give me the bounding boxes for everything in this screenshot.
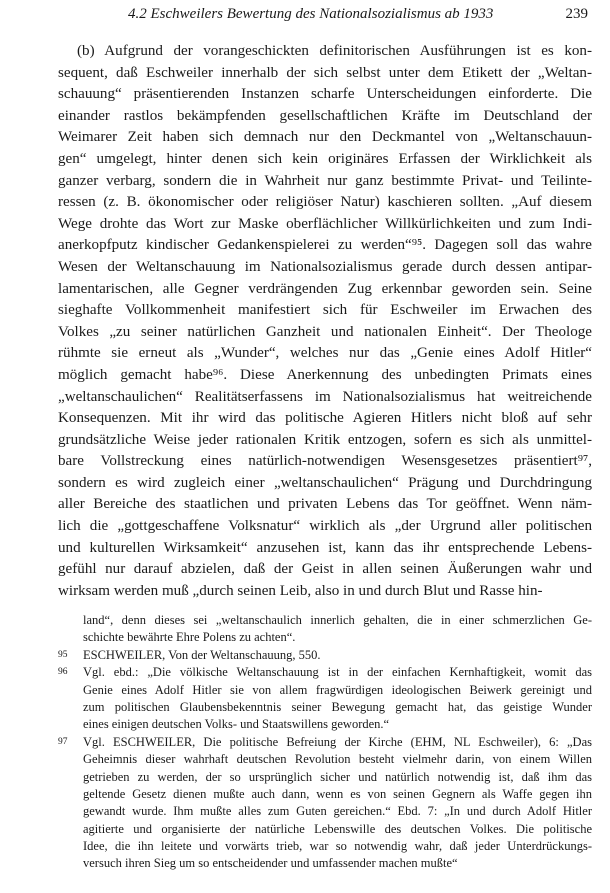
- footnote-line: Vgl. ESCHWEILER, Die politische Befreiung der Kirche (EHM, NL Eschweiler), 6: „Das: [83, 734, 592, 749]
- footnote-line: eines einigen deutschen Volks- und Staatswillens geworden.“: [83, 717, 390, 732]
- body-line: anerkopfputz kindischer Gedankenspielerei zu werden“⁹⁵. Dagegen soll das wahre: [58, 237, 592, 254]
- body-line: bare Vollstreckung eines natürlich-notwendigen Wesensgesetzes präsentiert⁹⁷,: [58, 453, 592, 470]
- page-number: 239: [565, 6, 588, 22]
- body-line: möglich gemacht habe⁹⁶. Diese Anerkennung des unbedingten Primats eines: [58, 366, 592, 383]
- body-line: Weimarer Zeit haben sich demnach nur den Deckmantel von „Weltanschauun-: [58, 129, 592, 146]
- footnote-line: getrieben zu werden, der so ursprünglich sicher und natürlich notwendig ist, daß ihm das: [83, 769, 592, 784]
- body-line: wirksam werden muß „durch seinen Leib, also in und durch Blut und Rasse hin-: [58, 582, 543, 599]
- body-line: schauung“ präsentierenden Instanzen scharfe Unterscheidungen einforderte. Die: [58, 86, 592, 103]
- footnote-line: zum politischen Glaubensbekenntnis seiner Bewegung gemacht hat, das geistige Wunder: [83, 699, 592, 714]
- footnote-line: schichte bewährte Ehre Polens zu achten“.: [83, 630, 296, 645]
- body-line: sequent, daß Eschweiler innerhalb der sich selbst unter dem Etikett der „Weltan-: [58, 64, 592, 81]
- body-line: Wesen der Weltanschauung im Nationalsozialismus gerade durch dessen antipar-: [58, 258, 592, 275]
- body-line: gen“ umgelegt, hinter denen sich kein originäres Erfassen der Wirklichkeit als: [58, 150, 592, 167]
- body-line: lamentarischen, alle Gegner verdrängenden Zug erkennbar geworden sein. Seine: [58, 280, 592, 297]
- footnote-line: geltende Gesetz dienen mußte auch dann, wenn es von seinen Gegnern als Waffe gegen ihn: [83, 786, 592, 801]
- footnote-number: 95: [58, 649, 68, 660]
- footnote-number: 96: [58, 667, 68, 678]
- body-text: [58, 41, 592, 602]
- running-title: 4.2 Eschweilers Bewertung des Nationalsozialismus ab 1933: [128, 6, 494, 22]
- body-line: „weltanschaulichen“ Realitätserfassens im Nationalsozialismus hat weitreichende: [58, 388, 592, 405]
- footnote-line: land“, denn dieses sei „weltanschaulich innerlich gehalten, die in einer schmerzlichen Ge-: [83, 613, 592, 627]
- body-line: ressen (z. B. ökonomischer oder religiöser Natur) kaschieren sollten. „Auf diesem: [58, 194, 592, 211]
- running-header: [58, 6, 590, 26]
- body-line: ganzer verbarg, sondern die in Wahrheit nur ganz bestimmte Privat- und Teilinte-: [58, 172, 592, 189]
- footnote-95: [58, 647, 592, 664]
- body-line: grundsätzliche Weise jeder rationalen Kritik entzogen, sofern es sich als unmittel-: [58, 431, 592, 448]
- footnote-number: 97: [58, 736, 68, 747]
- footnote-line: versuch ihren Sieg um so entscheidender und umfassender machen mußte“: [83, 856, 458, 871]
- body-line: sieghafte Vollkommenheit manifestiert sich für Eschweiler im Erwachen des: [58, 302, 592, 319]
- footnote-line: Vgl. ebd.: „Die völkische Weltanschauung ist in der einfachen Kernhaftigkeit, womit das: [83, 665, 592, 680]
- body-line: lich die „gottgeschaffene Volksnatur“ wirklich als „der Urgrund aller politischen: [58, 518, 592, 535]
- footnote-line: Genie eines Adolf Hitler sie von allem fragwürdigen ideologischen Beiwerk gereinigt und: [83, 682, 592, 697]
- footnote-line: Idee, die ihn leitete und vorwärts trieb, war so notwendig wahr, daß jeder Unterdrückungs-: [83, 839, 592, 854]
- body-line: Wege drohte das Wort zur Maske oberflächlicher Willkürlichkeiten und zum Indi-: [58, 215, 592, 232]
- footnote-96: [58, 664, 592, 734]
- body-line: rühmte sie erneut als „Wunder“, welches nur das „Genie eines Adolf Hitler“: [58, 345, 592, 362]
- body-line: und kulturellen Wirksamkeit“ anzusehen ist, kann das ihr entsprechende Lebens-: [58, 539, 592, 556]
- body-line: einander rastlos bekämpfenden gesellschaftlichen Kräfte im Deutschland der: [58, 107, 592, 124]
- footnote-line: gewandt wurde. Ihm mußte alles zum Guten gereichen.“ Ebd. 7: „In und durch Adolf Hitler: [83, 804, 592, 819]
- body-line: aller Bereiche des staatlichen und privaten Lebens das Tor geöffnet. Wenn näm-: [58, 496, 592, 513]
- footnote-97: [58, 734, 592, 873]
- footnote-line: Geheimnis dieser wahrhaft deutschen Revolution besteht vielmehr darin, von einem Willen: [83, 752, 592, 767]
- footnote-line: agitierte und organisierte der natürliche Lebenswille des deutschen Volkes. Die politische: [83, 821, 592, 836]
- footnote-line: ESCHWEILER, Von der Weltanschauung, 550.: [83, 647, 321, 662]
- footnote-continuation: [58, 612, 592, 647]
- body-line: gefühl nur darauf abzielen, daß der Geist in allen seinen Äußerungen wahr und: [58, 561, 592, 578]
- body-line: Konsequenzen. Mit ihr wird das politische Agieren Hitlers nicht bloß auf sehr: [58, 410, 592, 427]
- body-line: Volkes „zu seiner natürlichen Ganzheit und nationalen Einheit“. Der Theologe: [58, 323, 592, 340]
- body-line: (b) Aufgrund der vorangeschickten definitorischen Ausführungen ist es kon-: [77, 43, 592, 59]
- footnotes: [58, 612, 592, 873]
- body-line: sondern es wird zugleich einer „weltanschaulichen“ Prägung und Durchdringung: [58, 474, 592, 491]
